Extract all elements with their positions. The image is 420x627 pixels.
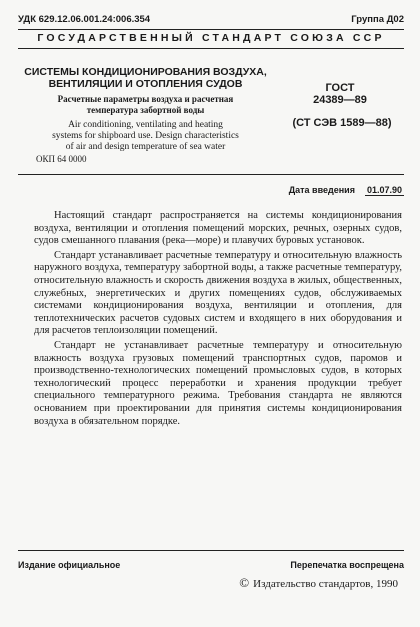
stsev-reference: (СТ СЭВ 1589—88): [292, 117, 392, 129]
intro-date: [289, 185, 404, 196]
standard-title: ГОСУДАРСТВЕННЫЙ СТАНДАРТ СОЮЗА ССР: [37, 32, 385, 44]
group-code: Группа Д02: [351, 14, 404, 25]
gost-label: ГОСТ: [325, 82, 355, 94]
english-title-line-2: systems for shipboard use. Design characteristics: [52, 131, 239, 141]
body-text: [34, 210, 402, 430]
intro-date-value: 01.07.90: [366, 185, 402, 195]
copyright-symbol: ©: [239, 575, 250, 590]
paragraph-3: Стандарт не устанавливает расчетные температуру и относительную влажность воздуха грузовых помещений транспортных судов, паромов и производственно-технологических помещений промысловых судов, в которых технологический процесс переработки и хранения продукции требует специального температурного режима. Требования стандарта не являются основанием при проектировании для принятия системы кондиционирования воздуха в обязательном порядке.: [34, 339, 402, 427]
paragraph-2: Стандарт устанавливает расчетные температуру и относительную влажность наружного воздуха, температуру забортной воды, а также расчетные температуру, относительную влажность и скорость движения воздуха в жилых, общественных, служебных, энергетических и других помещениях судов, обслуживаемых системами кондиционирования воздуха, вентиляции и отопления, для теплотехнических расчетов судовых систем и входящего в них оборудования и для расчетов теплоизоляции помещений.: [34, 249, 402, 337]
title-line-2: ВЕНТИЛЯЦИИ И ОТОПЛЕНИЯ СУДОВ: [48, 78, 243, 90]
english-title-line-1: Air conditioning, ventilating and heating: [68, 120, 223, 130]
paragraph-1: Настоящий стандарт распространяется на системы кондиционирования воздуха, вентиляции и отопления помещений морских, речных, озерных судов, судов смешанного плавания (река—море) и плавучих буровых установок.: [34, 210, 402, 247]
section-rule: [18, 174, 404, 175]
gost-number: 24389—89: [313, 94, 367, 106]
gost-designation: [290, 82, 390, 106]
official-edition: Издание официальное: [18, 560, 121, 570]
udk-code: УДК 629.12.06.001.24:006.354: [18, 14, 151, 25]
header-rule-top: [18, 29, 404, 30]
footer-rule: [18, 550, 404, 551]
intro-date-label: Дата введения: [288, 185, 355, 195]
subtitle-line-1: Расчетные параметры воздуха и расчетная: [57, 94, 234, 104]
header-rule-bottom: [18, 48, 404, 49]
okp-code: ОКП 64 0000: [36, 154, 87, 164]
english-title: [18, 120, 273, 153]
reprint-prohibited: Перепечатка воспрещена: [290, 560, 404, 570]
title-line-1: СИСТЕМЫ КОНДИЦИОНИРОВАНИЯ ВОЗДУХА,: [24, 66, 267, 78]
copyright: [239, 575, 398, 591]
subtitle-line-2: температура забортной воды: [86, 105, 205, 115]
document-title: [18, 66, 273, 90]
english-title-line-3: of air and design temperature of sea water: [65, 142, 226, 152]
document-subtitle: [18, 94, 273, 116]
copyright-text: Издательство стандартов, 1990: [253, 578, 398, 590]
